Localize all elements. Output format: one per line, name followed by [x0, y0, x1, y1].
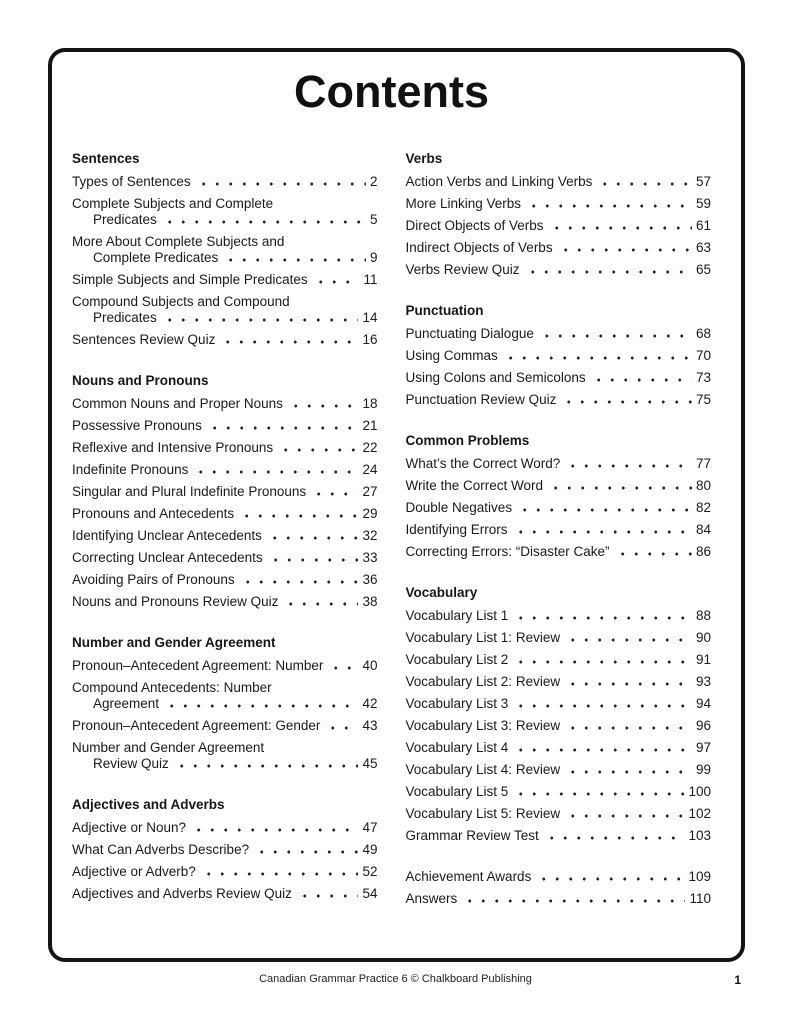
entry-page-number: 45 [362, 755, 378, 771]
entry-page-number: 109 [688, 868, 711, 884]
entry-title: Action Verbs and Linking Verbs [405, 173, 593, 189]
toc-entry [406, 262, 712, 278]
entry-page-number: 94 [695, 695, 711, 711]
toc-left-column [72, 151, 378, 932]
entry-page-number: 5 [369, 211, 378, 227]
dot-leader [240, 514, 358, 518]
dot-leader [559, 248, 692, 252]
entry-title: Pronouns and Antecedents [72, 505, 235, 521]
entry-page-number: 21 [362, 417, 378, 433]
toc-entry [72, 572, 378, 588]
dot-leader [514, 792, 684, 796]
section-heading: Vocabulary [405, 584, 478, 600]
dot-leader [208, 426, 359, 430]
footer-credit: Canadian Grammar Practice 6 © Chalkboard Publishing [259, 973, 532, 985]
entry-page-number: 24 [362, 461, 378, 477]
entry-page-number: 61 [695, 217, 711, 233]
toc-entry [72, 462, 378, 478]
toc-entry [72, 740, 378, 772]
entry-row [72, 310, 378, 326]
entry-title: Grammar Review Test [405, 827, 539, 843]
toc-entry [72, 886, 378, 902]
entry-page-number: 49 [362, 841, 378, 857]
entry-row [406, 696, 712, 712]
entry-page-number: 18 [362, 395, 378, 411]
entry-row [406, 326, 712, 342]
toc-entry [72, 440, 378, 456]
entry-page-number: 80 [695, 477, 711, 493]
toc-entry [72, 396, 378, 412]
entry-title-line1: Compound Antecedents: Number [72, 679, 272, 695]
toc-entry [72, 718, 378, 734]
dot-leader [165, 704, 358, 708]
dot-leader [289, 404, 359, 408]
dot-leader [224, 258, 366, 262]
entry-page-number: 110 [689, 890, 711, 906]
entry-row [72, 658, 378, 674]
entry-row [72, 484, 378, 500]
section-heading: Punctuation [405, 302, 484, 318]
entry-title: More Linking Verbs [405, 195, 522, 211]
entry-title: Double Negatives [405, 499, 513, 515]
entry-row [72, 506, 378, 522]
section-heading: Common Problems [405, 432, 530, 448]
entry-title: Adjective or Noun? [72, 819, 187, 835]
toc-entry [72, 196, 378, 228]
entry-row [406, 522, 712, 538]
entry-row [72, 594, 378, 610]
toc-entry [406, 630, 712, 646]
toc-entry [406, 652, 712, 668]
entry-row [406, 608, 712, 624]
dot-leader [326, 726, 358, 730]
toc-entry [72, 484, 378, 500]
entry-row [406, 828, 712, 844]
entry-page-number: 9 [369, 249, 378, 265]
entry-title: Complete Predicates [93, 249, 219, 265]
toc-section [406, 303, 712, 408]
entry-page-number: 36 [362, 571, 378, 587]
entry-page-number: 40 [362, 657, 378, 673]
entry-title-line1: More About Complete Subjects and [72, 233, 285, 249]
entry-row [406, 478, 712, 494]
entry-row [406, 652, 712, 668]
dot-leader [566, 638, 692, 642]
toc-entry [406, 478, 712, 494]
entry-page-number: 38 [362, 593, 378, 609]
toc-entry [406, 174, 712, 190]
entry-title: Avoiding Pairs of Pronouns [72, 571, 235, 587]
entry-title: Vocabulary List 1: Review [405, 629, 561, 645]
entry-page-number: 27 [362, 483, 378, 499]
entry-title: Singular and Plural Indefinite Pronouns [72, 483, 307, 499]
entry-title: Pronoun–Antecedent Agreement: Number [72, 657, 324, 673]
toc-entry [72, 820, 378, 836]
entry-page-number: 84 [695, 521, 711, 537]
entry-page-number: 54 [362, 885, 378, 901]
entry-row [406, 740, 712, 756]
dot-leader [514, 704, 692, 708]
entry-row [406, 262, 712, 278]
dot-leader [566, 814, 684, 818]
dot-leader [268, 536, 359, 540]
toc-entry [72, 272, 378, 288]
dot-leader [566, 726, 692, 730]
dot-leader [298, 894, 359, 898]
entry-title: Indirect Objects of Verbs [405, 239, 553, 255]
entry-row [72, 272, 378, 288]
toc-entry [406, 608, 712, 624]
entry-row [72, 718, 378, 734]
toc-entry [406, 500, 712, 516]
dot-leader [566, 682, 692, 686]
entry-page-number: 102 [688, 805, 711, 821]
entry-row [406, 762, 712, 778]
entry-page-number: 65 [695, 261, 711, 277]
dot-leader [255, 850, 358, 854]
toc-entry [72, 658, 378, 674]
entry-title: Vocabulary List 5 [405, 783, 509, 799]
entry-page-number: 90 [695, 629, 711, 645]
entry-page-number: 100 [688, 783, 711, 799]
entry-row [72, 174, 378, 190]
entry-page-number: 97 [695, 739, 711, 755]
entry-title: Vocabulary List 4 [405, 739, 509, 755]
entry-row [72, 396, 378, 412]
toc-entry [406, 784, 712, 800]
entry-title: Possessive Pronouns [72, 417, 202, 433]
entry-row [406, 500, 712, 516]
dot-leader [463, 899, 685, 903]
entry-title: Identifying Unclear Antecedents [72, 527, 262, 543]
dot-leader [549, 486, 692, 490]
entry-page-number: 88 [695, 607, 711, 623]
dot-leader [269, 558, 359, 562]
entry-row [406, 196, 712, 212]
entry-page-number: 68 [695, 325, 711, 341]
dot-leader [163, 318, 359, 322]
entry-row [72, 756, 378, 772]
entry-title: Sentences Review Quiz [72, 331, 216, 347]
toc-entry [72, 234, 378, 266]
entry-title: Verbs Review Quiz [405, 261, 520, 277]
entry-title: Pronoun–Antecedent Agreement: Gender [72, 717, 321, 733]
entry-page-number: 70 [695, 347, 711, 363]
toc-section [406, 433, 712, 560]
toc-entry [72, 864, 378, 880]
dot-leader [197, 182, 366, 186]
footer-page-number: 1 [734, 973, 741, 987]
dot-leader [192, 828, 358, 832]
entry-title: Review Quiz [93, 755, 169, 771]
toc-entry [406, 806, 712, 822]
entry-row [406, 869, 712, 885]
section-heading: Verbs [405, 150, 443, 166]
entry-page-number: 82 [695, 499, 711, 515]
entry-row [72, 820, 378, 836]
entry-page-number: 47 [362, 819, 378, 835]
entry-title: Punctuating Dialogue [405, 325, 534, 341]
entry-page-number: 33 [362, 549, 378, 565]
entry-title: Vocabulary List 4: Review [405, 761, 561, 777]
entry-title: Using Colons and Semicolons [405, 369, 586, 385]
entry-title-line1: Complete Subjects and Complete [72, 195, 274, 211]
toc-section [406, 151, 712, 278]
toc-entry [406, 326, 712, 342]
dot-leader [284, 602, 358, 606]
entry-row [406, 544, 712, 560]
entry-title: Achievement Awards [405, 868, 532, 884]
toc-entry [406, 348, 712, 364]
dot-leader [550, 226, 692, 230]
toc-entry [72, 550, 378, 566]
entry-page-number: 16 [362, 331, 378, 347]
entry-row [72, 440, 378, 456]
dot-leader [241, 580, 359, 584]
entry-title: Vocabulary List 5: Review [405, 805, 561, 821]
toc-entry [72, 528, 378, 544]
entry-row [406, 891, 712, 907]
dot-leader [514, 616, 692, 620]
entry-title: Reflexive and Intensive Pronouns [72, 439, 274, 455]
entry-row [72, 250, 378, 266]
section-heading: Sentences [72, 150, 140, 166]
dot-leader [592, 378, 692, 382]
entry-title: Predicates [93, 309, 157, 325]
dot-leader [163, 220, 366, 224]
entry-page-number: 93 [695, 673, 711, 689]
toc-entry [406, 522, 712, 538]
entry-row [72, 212, 378, 228]
dot-leader [194, 470, 358, 474]
entry-title: Indefinite Pronouns [72, 461, 189, 477]
toc-entry [72, 506, 378, 522]
entry-page-number: 57 [695, 173, 711, 189]
entry-row [72, 842, 378, 858]
content-frame [48, 48, 745, 962]
entry-row [72, 696, 378, 712]
toc-entry [406, 740, 712, 756]
dot-leader [545, 836, 685, 840]
toc-entry [406, 828, 712, 844]
dot-leader [540, 334, 692, 338]
toc-right-column [406, 151, 712, 932]
entry-title: Vocabulary List 3: Review [405, 717, 561, 733]
toc-section [72, 635, 378, 772]
page-title: Contents [294, 66, 489, 117]
entry-page-number: 43 [362, 717, 378, 733]
dot-leader [514, 660, 692, 664]
section-heading: Number and Gender Agreement [72, 634, 276, 650]
toc-entry [72, 418, 378, 434]
section-heading: Adjectives and Adverbs [72, 796, 225, 812]
entry-title: Identifying Errors [405, 521, 508, 537]
entry-title: Nouns and Pronouns Review Quiz [72, 593, 279, 609]
entry-row [406, 718, 712, 734]
entry-page-number: 96 [695, 717, 711, 733]
toc-section [72, 151, 378, 348]
entry-row [72, 462, 378, 478]
entry-title: Types of Sentences [72, 173, 191, 189]
entry-page-number: 73 [695, 369, 711, 385]
entry-title: Vocabulary List 2: Review [405, 673, 561, 689]
entry-page-number: 63 [695, 239, 711, 255]
dot-leader [175, 764, 359, 768]
entry-title: Write the Correct Word [405, 477, 544, 493]
toc-entry [72, 294, 378, 326]
entry-row [406, 174, 712, 190]
entry-title: Vocabulary List 1 [405, 607, 509, 623]
dot-leader [312, 492, 358, 496]
entry-row [406, 392, 712, 408]
entry-page-number: 52 [362, 863, 378, 879]
entry-row [72, 864, 378, 880]
dot-leader [514, 530, 692, 534]
entry-title: Agreement [93, 695, 160, 711]
entry-title: Adjective or Adverb? [72, 863, 196, 879]
entry-row [406, 806, 712, 822]
dot-leader [514, 748, 692, 752]
entry-row [72, 528, 378, 544]
entry-title: Adjectives and Adverbs Review Quiz [72, 885, 292, 901]
toc-entry [72, 680, 378, 712]
dot-leader [598, 182, 692, 186]
toc-entry [406, 718, 712, 734]
entry-page-number: 103 [688, 827, 711, 843]
entry-title: Correcting Unclear Antecedents [72, 549, 263, 565]
entry-row [406, 348, 712, 364]
dot-leader [202, 872, 359, 876]
entry-page-number: 59 [695, 195, 711, 211]
entry-page-number: 99 [695, 761, 711, 777]
toc-entry [406, 696, 712, 712]
entry-page-number: 86 [695, 543, 711, 559]
toc-entry [406, 218, 712, 234]
toc-entry [406, 891, 712, 907]
toc-entry [72, 332, 378, 348]
entry-title: Punctuation Review Quiz [405, 391, 557, 407]
entry-page-number: 14 [362, 309, 378, 325]
toc-entry [406, 370, 712, 386]
dot-leader [279, 448, 358, 452]
entry-row [72, 332, 378, 348]
entry-row [72, 572, 378, 588]
entry-row [406, 784, 712, 800]
entry-page-number: 91 [695, 651, 711, 667]
entry-title: Vocabulary List 2 [405, 651, 509, 667]
dot-leader [566, 770, 692, 774]
section-heading: Nouns and Pronouns [72, 372, 209, 388]
entry-title-line1: Number and Gender Agreement [72, 739, 265, 755]
entry-title: Predicates [93, 211, 157, 227]
entry-row [406, 630, 712, 646]
entry-row [406, 456, 712, 472]
entry-page-number: 32 [362, 527, 378, 543]
entry-row [406, 240, 712, 256]
dot-leader [562, 400, 692, 404]
dot-leader [616, 552, 692, 556]
dot-leader [221, 340, 358, 344]
toc-entry [406, 544, 712, 560]
entry-page-number: 29 [362, 505, 378, 521]
toc-section [406, 869, 712, 907]
toc-entry [406, 240, 712, 256]
toc-section [72, 797, 378, 902]
dot-leader [537, 877, 684, 881]
entry-title: Direct Objects of Verbs [405, 217, 544, 233]
entry-page-number: 22 [362, 439, 378, 455]
dot-leader [329, 666, 358, 670]
entry-row [72, 886, 378, 902]
toc-entry [406, 762, 712, 778]
entry-title: Common Nouns and Proper Nouns [72, 395, 283, 411]
toc-entry [72, 594, 378, 610]
entry-row [406, 370, 712, 386]
entry-title: Simple Subjects and Simple Predicates [72, 271, 308, 287]
dot-leader [526, 270, 692, 274]
entry-page-number: 11 [363, 271, 378, 287]
entry-title: Using Commas [405, 347, 498, 363]
dot-leader [566, 464, 692, 468]
entry-row [72, 418, 378, 434]
toc-columns [72, 151, 711, 932]
toc-section [406, 585, 712, 844]
toc-entry [406, 196, 712, 212]
entry-page-number: 42 [362, 695, 378, 711]
entry-row [406, 218, 712, 234]
dot-leader [527, 204, 692, 208]
entry-title-line1: Compound Subjects and Compound [72, 293, 290, 309]
toc-entry [406, 674, 712, 690]
entry-title: Vocabulary List 3 [405, 695, 509, 711]
toc-entry [72, 842, 378, 858]
entry-title: Answers [405, 890, 458, 906]
entry-page-number: 75 [695, 391, 711, 407]
toc-entry [406, 392, 712, 408]
entry-page-number: 2 [369, 173, 378, 189]
entry-page-number: 77 [695, 455, 711, 471]
entry-row [406, 674, 712, 690]
entry-title: Correcting Errors: “Disaster Cake” [405, 543, 610, 559]
toc-entry [72, 174, 378, 190]
dot-leader [518, 508, 692, 512]
entry-title: What’s the Correct Word? [405, 455, 561, 471]
dot-leader [504, 356, 692, 360]
page-footer [0, 973, 791, 985]
toc-entry [406, 869, 712, 885]
entry-title: What Can Adverbs Describe? [72, 841, 250, 857]
dot-leader [314, 280, 360, 284]
toc-section [72, 373, 378, 610]
entry-row [72, 550, 378, 566]
toc-entry [406, 456, 712, 472]
